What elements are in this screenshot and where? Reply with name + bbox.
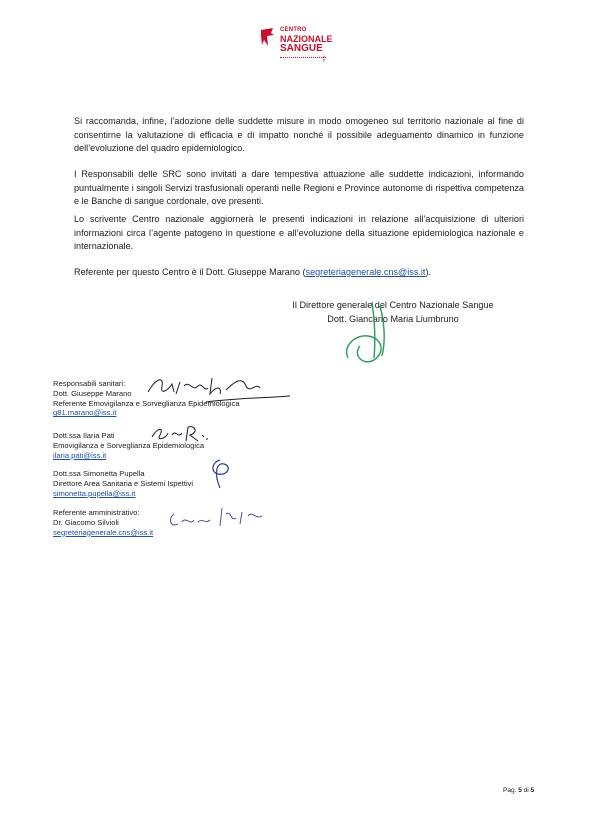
referente-amministrativo	[53, 508, 153, 537]
silvioli-signature	[166, 500, 264, 532]
responsabile-pupella	[53, 469, 193, 498]
pati-signature	[150, 423, 214, 445]
person-role: Referente Emovigilanza e Sorveglianza Epidemiologica	[53, 398, 240, 408]
paragraph-1: Si raccomanda, infine, l’adozione delle suddette misure in modo omogeneo sul territorio nazionale al fine di consentirne la valutazione di efficacia e di impatto nonché il possibile adeguamento dinamico in funzione dell’evoluzione del quadro epidemiologico.	[74, 116, 524, 153]
marano-signature	[146, 372, 292, 406]
logo-subline	[280, 57, 326, 60]
director-name: Dott. Giancarlo Maria Liumbruno	[327, 313, 459, 324]
page-number	[503, 787, 534, 794]
cns-logo	[258, 24, 338, 68]
person-name: Dott.ssa Simonetta Pupella	[53, 469, 145, 478]
person-role: Direttore Area Sanitaria e Sistemi Ispettivi	[53, 478, 194, 488]
person-email-link[interactable]: g81.marano@iss.it	[53, 408, 117, 418]
person-name: Dott. Giuseppe Marano	[53, 388, 132, 398]
paragraph-3: Lo scrivente Centro nazionale aggiornerà le presenti indicazioni in relazione all’acquisizione di ulteriori informazioni circa l’agente patogeno in questione e all’evoluzione della situazione epidemiologica nazionale e internazionale.	[74, 214, 524, 251]
blood-drop-icon	[258, 26, 278, 48]
page-label: Pag.	[503, 787, 517, 794]
logo-text	[280, 26, 333, 53]
director-title: Il Direttore generale del Centro Nazionale Sangue	[292, 300, 494, 310]
person-email-link[interactable]: simonetta.pupella@iss.it	[53, 488, 136, 498]
logo-line-2: NAZIONALE	[280, 34, 333, 44]
paragraph-2: I Responsabili delle SRC sono invitati a dare tempestiva attuazione alle suddette indicazioni, informando puntualmente i singoli Servizi trasfusionali operanti nelle Regioni e Province autonome di rispettiva competenza e le Banche di sangue cordonale, ove presenti.	[74, 169, 524, 206]
page-total: 5	[530, 787, 535, 794]
page-current: 5	[518, 787, 522, 794]
logo-line-3: SANGUE	[280, 43, 323, 54]
admin-name: Dr. Giacomo Silvioli	[53, 517, 119, 527]
referente-text: Referente per questo Centro è il Dott. Giuseppe Marano (	[74, 267, 306, 277]
referente-email-link[interactable]: segreteriagenerale.cns@iss.it	[305, 267, 426, 277]
person-email-link[interactable]: ilaria.pati@iss.it	[53, 450, 107, 460]
person-name: Dott.ssa Ilaria Pati	[53, 431, 115, 440]
person-role: Emovigilanza e Sorveglianza Epidemiologica	[53, 440, 205, 450]
pupella-signature	[206, 458, 234, 490]
responsabili-heading: Responsabili sanitari:	[53, 379, 126, 388]
admin-email-link[interactable]: segreteriagenerale.cns@iss.it	[53, 527, 154, 537]
page-of: di	[523, 787, 529, 794]
logo-line-1: CENTRO	[280, 27, 307, 33]
admin-heading: Referente amministrativo:	[53, 508, 140, 517]
referente-line	[74, 266, 524, 280]
referente-tail: ).	[425, 267, 432, 277]
director-signature	[338, 296, 398, 366]
logo-tick-icon: ‡	[322, 56, 326, 63]
